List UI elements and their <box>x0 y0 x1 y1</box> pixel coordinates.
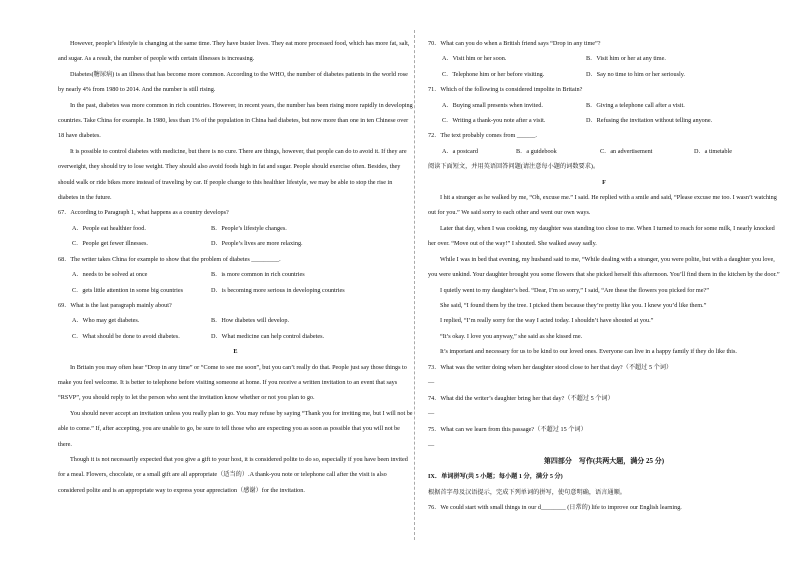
passage-f-paragraph: I replied, “I’m really sorry for the way I acted today. I shouldn’t have shouted at you.” <box>440 317 654 325</box>
subsection-instruction: 根据首字母及汉语提示，完成下列单词的拼写，使句意明确，语言通顺。 <box>428 488 626 496</box>
question-70-stem: 70．What can you do when a British friend says “Drop in any time”? <box>428 40 601 47</box>
passage-e-paragraph: Though it is not necessarily expected that you give a gift to your host, it is considered polite to do so, especially if you have been invited for a meal. Flowers, chocolate, or a small gift are all appropriate（适当的）.A thank-you note or telephone call after the visit is also considered polite and is an appropriate way to express your appreciation（感谢）for the invitation. <box>58 455 408 494</box>
question-67-options-row1 <box>58 221 413 236</box>
option-a[interactable]: A．Buying small presents when invited. <box>442 101 543 109</box>
passage-f-paragraph: She said, “I found them by the tree. I picked them because they’re pretty like you. I knew you’d like them.” <box>440 301 707 309</box>
option-b[interactable]: B．is more common in rich countries <box>211 271 305 279</box>
option-d[interactable]: D．Say no time to him or her seriously. <box>586 70 685 78</box>
option-a[interactable]: A．needs to be solved at once <box>72 271 148 279</box>
question-73: 73．What was the writer doing when her daughter stood close to her that day?（不超过 5 个词） <box>428 363 673 371</box>
subsection-title: IX．单词拼写(共 5 小题；每小题 1 分，满分 5 分) <box>428 473 563 481</box>
question-68-stem: 68．The writer takes China for example to show that the problem of diabetes _________. <box>58 255 281 263</box>
option-b[interactable]: B．Giving a telephone call after a visit. <box>586 101 685 109</box>
reading-d-paragraph: It is possible to control diabetes with medicine, but there is no cure. There are things, however, that people can do to avoid it. If they are overweight, they should try to lose weight. They should also avoid foods high in fat and sugar. People should exercise often. Besides, they should walk or ride bikes more instead of traveling by car. If people change to this healthier lifestyle, we may be able to stop the rise in diabetes in the future. <box>58 147 407 202</box>
option-b[interactable]: B．People’s lifestyle changes. <box>211 224 287 232</box>
reading-instruction: 阅读下面短文，并用英语回答问题(请注意每小题的词数要求)。 <box>428 163 600 171</box>
question-68-options-row1 <box>58 267 413 282</box>
answer-line-75[interactable]: — <box>428 441 435 449</box>
section-title: 第四部分 写作(共两大题，满分 25 分) <box>543 456 665 465</box>
passage-f-paragraph: It’s important and necessary for us to be kind to our loved ones. Everyone can live in a happy family if they do like this. <box>440 348 737 356</box>
passage-f-paragraph: I hit a stranger as he walked by me, “Oh, excuse me.” I said. He replied with a smile and said, “Please excuse me too. I wasn’t watching out for you.” We said sorry to each other and went our own ways. <box>428 194 777 217</box>
question-72-options <box>428 144 780 159</box>
option-c[interactable]: C．an advertisement <box>600 147 653 155</box>
answer-line-74[interactable]: — <box>428 410 435 418</box>
passage-f-paragraph: While I was in bed that evening, my husband said to me, “While dealing with a stranger, you were polite, but with a daughter you love, you were unkind. Your daughter brought you some flowers that she picked herself this afternoon. You’ll find them in the kitchen by the door.” <box>428 255 780 279</box>
question-69-options-row2 <box>58 329 413 344</box>
option-c[interactable]: C．People get fewer illnesses. <box>72 240 148 248</box>
option-c[interactable]: C．Telephone him or her before visiting. <box>442 70 545 78</box>
question-75: 75．What can we learn from this passage?（不超过 15 个词） <box>428 426 587 434</box>
question-74: 74．What did the writer’s daughter bring her that day?（不超过 5 个词） <box>428 394 614 402</box>
column-divider <box>414 30 415 540</box>
passage-e-heading: E <box>233 348 238 356</box>
question-71-stem: 71．Which of the following is considered impolite in Britain? <box>428 86 583 94</box>
option-c[interactable]: C．Writing a thank-you note after a visit. <box>442 117 546 125</box>
option-a[interactable]: A．Who may get diabetes. <box>72 317 140 325</box>
passage-e-paragraph: In Britain you may often hear “Drop in any time” or “Come to see me soon”, but you can’t really do that. People just say those things to make you feel welcome. It is better to telephone before visiting someone at home. If you receive a written invitation to an event that says “RSVP”, you should reply to let the person who sent the invitation know whether or not you plan to go. <box>58 363 407 402</box>
left-column <box>58 36 413 498</box>
option-a[interactable]: A．Visit him or her soon. <box>442 55 507 63</box>
option-d[interactable]: D．is becoming more serious in developing countries <box>211 286 345 294</box>
option-b[interactable]: B．Visit him or her at any time. <box>586 55 666 63</box>
answer-line-73[interactable]: — <box>428 378 435 386</box>
question-69-stem: 69．What is the last paragraph mainly about? <box>58 301 172 309</box>
option-a[interactable]: A．a postcard <box>442 147 478 155</box>
option-c[interactable]: C．gets little attention in some big countries <box>72 286 184 294</box>
question-71-options-row2 <box>428 113 780 128</box>
option-c[interactable]: C．What should be done to avoid diabetes. <box>72 332 180 340</box>
option-d[interactable]: D．a timetable <box>694 147 732 155</box>
passage-f-paragraph: Later that day, when I was cooking, my daughter was standing too close to me. When I turned to reach for some milk, I nearly knocked her over. “Move out of the way!” I shouted. She walked away sadly. <box>428 224 775 248</box>
question-67-stem: 67．According to Paragraph 1, what happens as a country develops? <box>58 209 229 217</box>
question-76: 76．We could start with small things in our d________ (日常的) life to improve our English learning. <box>428 503 682 511</box>
question-70-options-row2 <box>428 67 780 82</box>
option-b[interactable]: B．a guidebook <box>516 147 557 155</box>
passage-f-paragraph: I quietly went to my daughter’s bed. “Dear, I’m so sorry,” I said, “Are these the flowers you picked for me?” <box>440 286 709 294</box>
passage-e-paragraph: You should never accept an invitation unless you really plan to go. You may refuse by saying “Thank you for inviting me, but I will not be able to come.” If, after accepting, you are unable to go, be sure to tell those who are expecting you as soon as possible that you will not be there. <box>58 409 413 448</box>
question-68-options-row2 <box>58 283 413 298</box>
option-a[interactable]: A．People eat healthier food. <box>72 224 146 232</box>
option-d[interactable]: D．People’s lives are more relaxing. <box>211 240 303 248</box>
question-67-options-row2 <box>58 236 413 251</box>
question-71-options-row1 <box>428 98 780 113</box>
option-b[interactable]: B．How diabetes will develop. <box>211 317 290 325</box>
option-d[interactable]: D．What medicine can help control diabetes. <box>211 332 325 340</box>
passage-f-paragraph: “It’s okay. I love you anyway,” she said as she kissed me. <box>440 332 583 340</box>
reading-d-paragraph: However, people’s lifestyle is changing at the same time. They have busier lives. They eat more processed food, which has more fat, salt, and sugar. As a result, the number of people with certain illnesses is increasing. <box>58 40 410 63</box>
option-d[interactable]: D．Refusing the invitation without telling anyone. <box>586 117 713 125</box>
right-column <box>428 36 780 515</box>
reading-d-paragraph: Diabetes(糖尿病) is an illness that has become more common. According to the WHO, the number of diabetes patients in the world rose by nearly 4% from 1980 to 2014. And the number is still rising. <box>58 70 408 94</box>
question-69-options-row1 <box>58 313 413 328</box>
reading-d-paragraph: In the past, diabetes was more common in rich countries. However, in recent years, the number has been rising more rapidly in developing countries. Take China for example. In 1980, less than 1% of the population in China had diabetes, but now more than one in ten Chinese over 18 have diabetes. <box>58 101 413 140</box>
passage-f-heading: F <box>602 178 606 186</box>
question-72-stem: 72．The text probably comes from ______. <box>428 132 537 140</box>
question-70-options-row1 <box>428 51 780 66</box>
